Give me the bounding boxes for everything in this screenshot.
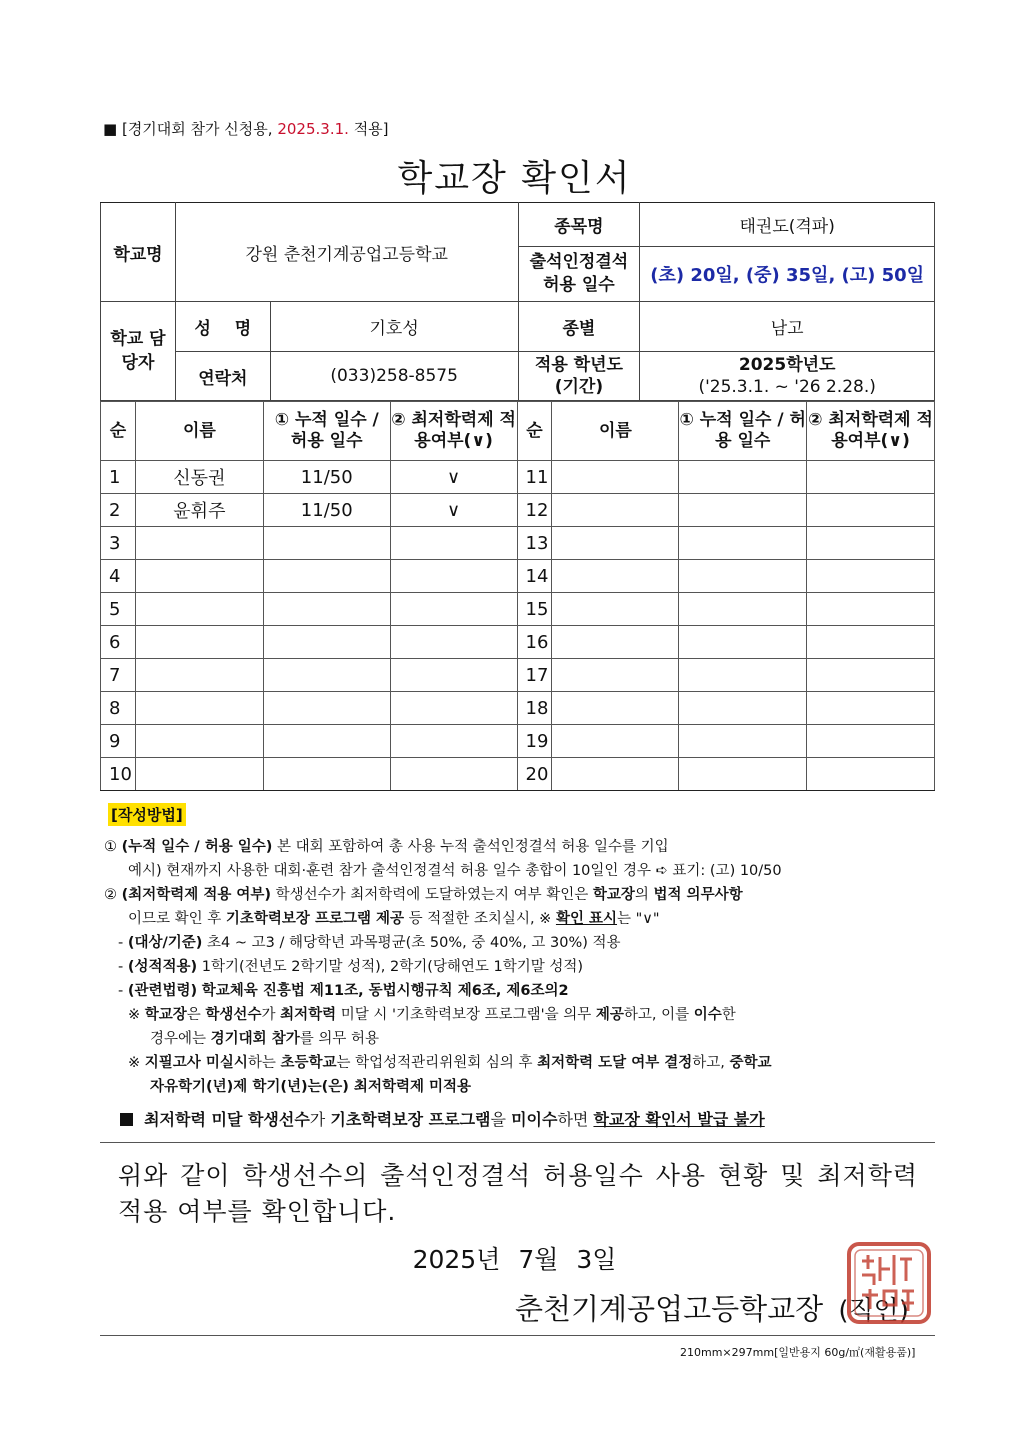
method-l4-text: 이므로 확인 후 [128,911,222,927]
method-line-5 [118,933,621,953]
cell-name [552,659,679,692]
cell-min [390,527,517,560]
method-l1-text: 본 대회 포함하여 총 사용 누적 출석인정결석 허용 일수를 기입 [277,839,669,855]
cell-name [552,461,679,494]
table-row [101,725,935,758]
method-line-4 [128,909,660,929]
table-row [101,593,935,626]
method-l4-underline: 확인 표시 [555,911,618,927]
cell-min [807,461,935,494]
sport-label: 종목명 [518,203,640,247]
cell-min [807,593,935,626]
cell-days [679,560,807,593]
header-note-date: 2025.3.1. [277,120,349,138]
method-l2-text: 예시) 현재까지 사용한 대회·훈련 참가 출석인정결석 허용 일수 총합이 10일인 경우 ➪ 표기: (고) 10/50 [128,863,782,879]
cell-name [552,692,679,725]
contact-name-value: 기호성 [270,302,518,352]
gender-value: 남고 [640,302,935,352]
method-l10-t3: 하고, [692,1055,725,1071]
method-line-11 [150,1077,471,1097]
method-l10-b2: 초등학교 [280,1055,337,1071]
cell-seq: 13 [517,527,552,560]
dash: - [118,959,124,975]
cell-days [679,527,807,560]
cell-name [552,593,679,626]
header-note [103,118,389,139]
cell-days [679,593,807,626]
method-l9-t1: 경우에는 [150,1031,207,1047]
cell-min [807,626,935,659]
cell-days [679,725,807,758]
cell-seq: 12 [517,494,552,527]
method-l4-bold: 기초학력보장 프로그램 제공 [225,911,405,927]
cell-name [135,692,263,725]
school-year-label: 적용 학년도 (기간) [518,352,640,401]
method-l4-t3: 는 "∨" [617,911,660,927]
cell-min: ∨ [390,461,517,494]
table-row [101,659,935,692]
method-l9-b1: 경기대회 참가 [210,1031,300,1047]
cell-name: 신동권 [135,461,263,494]
school-info-table [100,202,935,401]
header-days-2: ① 누적 일수 / 허용 일수 [679,402,807,461]
cell-name [135,626,263,659]
cell-name [552,725,679,758]
cell-name [135,758,263,791]
cell-name [552,560,679,593]
reference-mark: ※ [128,1007,141,1023]
method-l3-text: 학생선수가 최저학력에 도달하였는지 여부 확인은 [275,887,589,903]
school-year-value: 2025학년도 [738,355,836,375]
method-l10-t1: 하는 [247,1055,276,1071]
school-year-period: ('25.3.1. ~ '26 2.28.) [698,377,876,397]
cell-name [135,560,263,593]
confirmation-text: 위와 같이 학생선수의 출석인정결석 허용일수 사용 현황 및 최저학력 적용 여부를 확인합니다. [118,1161,918,1226]
table-row [101,527,935,560]
contact-name-label: 성 명 [175,302,270,352]
method-l10-b1: 지필고사 미실시 [144,1055,248,1071]
method-line-9 [150,1029,379,1049]
method-l5-text: 초4 ~ 고3 / 해당학년 과목평균(초 50%, 중 40%, 고 30%) 적용 [207,935,621,951]
divider [100,1142,935,1143]
cell-days [263,593,390,626]
cell-name [552,758,679,791]
cell-days [263,527,390,560]
date-year: 2025년 [412,1245,501,1274]
header-note-prefix: [경기대회 참가 신청용, [121,120,273,138]
method-l10-b4: 중학교 [729,1055,772,1071]
cell-name [552,494,679,527]
cell-days [679,659,807,692]
cell-min [390,626,517,659]
method-l8-b2: 학생선수 [205,1007,262,1023]
warn-underline: 학교장 확인서 발급 불가 [593,1110,765,1129]
cell-days [679,494,807,527]
method-line-3 [104,885,743,905]
method-l5-bold: (대상/기준) [127,935,203,951]
gender-label: 종별 [518,302,640,352]
cell-days [679,626,807,659]
method-l8-t3: 미달 시 '기초학력보장 프로그램'을 의무 [340,1007,592,1023]
table-row [101,626,935,659]
method-l8-b3: 최저학력 [280,1007,337,1023]
cell-seq: 18 [517,692,552,725]
cell-seq: 16 [517,626,552,659]
cell-days [263,659,390,692]
method-line-10 [128,1053,772,1073]
student-table [100,401,935,791]
cell-days [263,626,390,659]
method-l11-b1: 자유학기(년)제 학기(년)는(은) 최저학력제 미적용 [150,1079,472,1095]
warn-b1: 최저학력 미달 학생선수 [144,1110,310,1129]
cell-name [135,725,263,758]
cell-seq: 3 [101,527,136,560]
cell-name [552,626,679,659]
school-name-value: 강원 춘천기계공업고등학교 [175,203,518,302]
header-min: ② 최저학력제 적용여부(∨) [390,402,517,461]
cell-min [390,560,517,593]
method-l3-b3: 법적 의무사항 [653,887,743,903]
cell-min [390,593,517,626]
cell-days [679,758,807,791]
cell-days: 11/50 [263,461,390,494]
cell-min [807,560,935,593]
method-l8-t1: 은 [186,1007,201,1023]
cell-days [679,461,807,494]
method-warning [120,1110,765,1130]
cell-days: 11/50 [263,494,390,527]
cell-min [807,659,935,692]
school-year-cell [640,352,935,401]
sport-value: 태권도(격파) [640,203,935,247]
method-l4-t2: 등 적절한 조치실시, ※ [408,911,552,927]
header-seq: 순 [101,402,136,461]
paper-spec-note: 210mm×297mm[일반용지 60g/㎡(재활용품)] [680,1346,916,1359]
method-l8-t5: 한 [721,1007,736,1023]
absence-days-label: 출석인정결석 허용 일수 [518,247,640,302]
school-name-label: 학교명 [101,203,176,302]
cell-min [807,692,935,725]
cell-seq: 19 [517,725,552,758]
cell-min: ∨ [390,494,517,527]
cell-days [263,725,390,758]
circled-two: ② [104,887,117,903]
absence-days-value: (초) 20일, (중) 35일, (고) 50일 [640,247,935,302]
cell-days [679,692,807,725]
cell-min [807,725,935,758]
date-month: 7월 [518,1245,559,1274]
cell-seq: 1 [101,461,136,494]
cell-seq: 8 [101,692,136,725]
document-title: 학교장 확인서 [397,158,632,199]
warn-t1: 가 [309,1110,326,1129]
official-seal-icon [846,1241,932,1325]
cell-name [135,527,263,560]
dash: - [118,983,124,999]
method-l10-t2: 는 학업성적관리위원회 심의 후 [336,1055,533,1071]
cell-days [263,560,390,593]
method-l8-t2: 가 [261,1007,276,1023]
cell-min [390,758,517,791]
method-line-1 [104,837,669,857]
method-l6-text: 1학기(전년도 2학기말 성적), 2학기(당해연도 1학기말 성적) [201,959,584,975]
method-line-8 [128,1005,736,1025]
warning-box-icon [120,1113,133,1126]
header-seq-2: 순 [517,402,552,461]
cell-min [807,527,935,560]
contact-phone-label: 연락처 [175,352,270,401]
cell-name [135,659,263,692]
square-icon: ■ [103,120,118,138]
cell-seq: 20 [517,758,552,791]
cell-seq: 9 [101,725,136,758]
method-line-2 [128,861,782,881]
cell-min [390,725,517,758]
seal-mark-text: (직인) [838,1296,909,1326]
method-l6-bold: (성적적용) [127,959,198,975]
cell-name [135,593,263,626]
method-line-7 [118,981,569,1001]
method-l3-bold: (최저학력제 적용 여부) [121,887,272,903]
table-row [101,758,935,791]
cell-name [552,527,679,560]
cell-seq: 6 [101,626,136,659]
cell-min [807,758,935,791]
date-day: 3일 [576,1245,617,1274]
cell-seq: 7 [101,659,136,692]
warn-t3: 하면 [557,1110,589,1129]
method-l3-b2: 학교장 [592,887,635,903]
cell-days [263,692,390,725]
cell-seq: 4 [101,560,136,593]
header-name: 이름 [135,402,263,461]
table-row [101,494,935,527]
method-l10-b3: 최저학력 도달 여부 결정 [537,1055,693,1071]
warn-b2: 기초학력보장 프로그램 [330,1110,491,1129]
cell-seq: 11 [517,461,552,494]
header-note-suffix: 적용] [353,120,389,138]
principal-title: 춘천기계공업고등학교장 [515,1292,824,1326]
dash: - [118,935,124,951]
cell-min [807,494,935,527]
header-days: ① 누적 일수 / 허용 일수 [263,402,390,461]
cell-min [390,659,517,692]
method-l8-b4: 제공 [595,1007,624,1023]
table-row [101,560,935,593]
method-title: [작성방법] [108,803,186,826]
cell-min [390,692,517,725]
divider [100,1335,935,1336]
warn-b3: 미이수 [511,1110,558,1129]
contact-group-label: 학교 담당자 [101,302,176,401]
method-line-6 [118,957,583,977]
method-l8-b5: 이수 [693,1007,722,1023]
header-name-2: 이름 [552,402,679,461]
warn-t2: 을 [490,1110,506,1129]
circled-one: ① [104,839,117,855]
cell-name: 윤휘주 [135,494,263,527]
method-l1-bold: (누적 일수 / 허용 일수) [121,839,273,855]
method-l3-t2: 의 [634,887,649,903]
cell-seq: 17 [517,659,552,692]
cell-seq: 2 [101,494,136,527]
contact-phone-value: (033)258-8575 [270,352,518,401]
method-l7-bold: (관련법령) [127,983,198,999]
table-row [101,461,935,494]
cell-seq: 10 [101,758,136,791]
header-min-2: ② 최저학력제 적용여부(∨) [807,402,935,461]
method-l7-bold2: 학교체육 진흥법 제11조, 동법시행규칙 제6조, 제6조의2 [201,983,569,999]
cell-seq: 14 [517,560,552,593]
cell-seq: 5 [101,593,136,626]
cell-seq: 15 [517,593,552,626]
cell-days [263,758,390,791]
method-l8-b1: 학교장 [144,1007,187,1023]
method-l8-t4: 하고, 이를 [623,1007,690,1023]
reference-mark: ※ [128,1055,141,1071]
table-row [101,692,935,725]
method-l9-t2: 를 의무 허용 [299,1031,379,1047]
